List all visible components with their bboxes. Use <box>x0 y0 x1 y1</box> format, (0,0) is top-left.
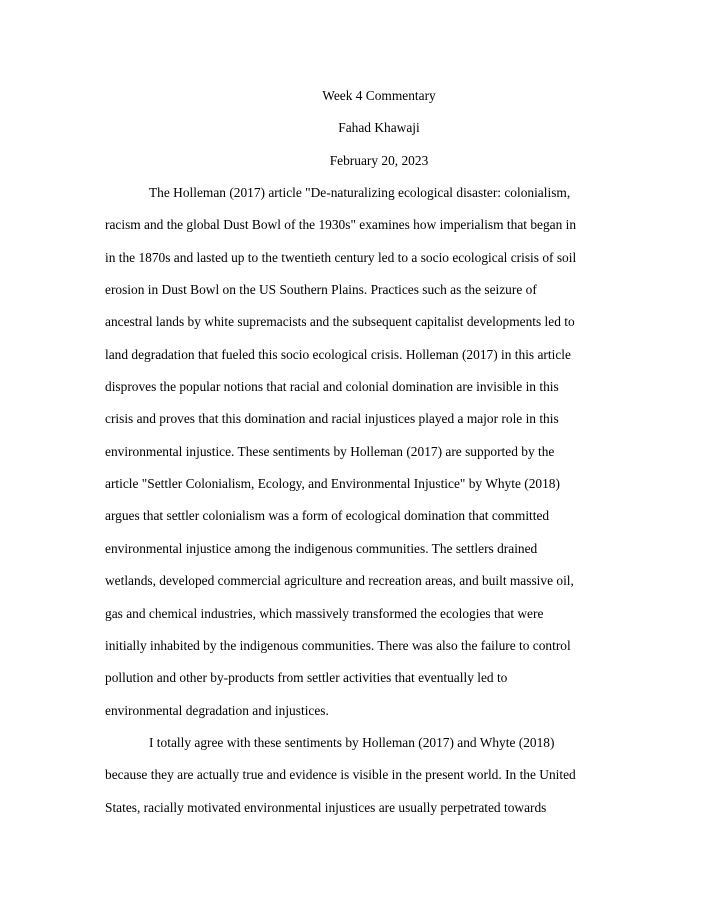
paragraph-line: wetlands, developed commercial agriculture and recreation areas, and built massive oil, <box>105 573 574 589</box>
paragraph-line: land degradation that fueled this socio ecological crisis. Holleman (2017) in this article <box>105 346 571 362</box>
paragraph-line: environmental injustice among the indigenous communities. The settlers drained <box>105 540 538 556</box>
paragraph-line: disproves the popular notions that racial and colonial domination are invisible in this <box>105 379 559 395</box>
author-name: Fahad Khawaji <box>338 120 420 136</box>
paragraph-line: gas and chemical industries, which massively transformed the ecologies that were <box>105 605 544 621</box>
paragraph-line: States, racially motivated environmental injustices are usually perpetrated towards <box>105 799 547 815</box>
document-body <box>105 80 607 824</box>
paragraph-line: environmental injustice. These sentiments by Holleman (2017) are supported by the <box>105 443 555 459</box>
paragraph-line: crisis and proves that this domination and racial injustices played a major role in this <box>105 411 559 427</box>
paragraph-line: in the 1870s and lasted up to the twentieth century led to a socio ecological crisis of soil <box>105 249 577 265</box>
paragraph-line: ancestral lands by white supremacists and the subsequent capitalist developments led to <box>105 314 575 330</box>
paragraph-line: environmental degradation and injustices. <box>105 702 329 718</box>
paragraph-line: racism and the global Dust Bowl of the 1930s" examines how imperialism that began in <box>105 217 577 233</box>
paragraph-1 <box>105 177 607 727</box>
paragraph-line: The Holleman (2017) article "De-naturalizing ecological disaster: colonialism, <box>149 185 571 201</box>
paragraph-line: erosion in Dust Bowl on the US Southern Plains. Practices such as the seizure of <box>105 282 537 298</box>
document-date: February 20, 2023 <box>329 152 429 168</box>
paragraph-2 <box>105 727 607 824</box>
paragraph-line: I totally agree with these sentiments by Holleman (2017) and Whyte (2018) <box>149 734 555 750</box>
document-title: Week 4 Commentary <box>322 88 436 103</box>
paragraph-line: article "Settler Colonialism, Ecology, and Environmental Injustice" by Whyte (2018) <box>105 476 560 492</box>
paragraph-line: pollution and other by-products from settler activities that eventually led to <box>105 670 508 686</box>
paragraph-line: argues that settler colonialism was a form of ecological domination that committed <box>105 508 550 524</box>
paragraph-line: because they are actually true and evidence is visible in the present world. In the United <box>105 767 576 783</box>
paragraph-line: initially inhabited by the indigenous communities. There was also the failure to control <box>105 637 571 653</box>
